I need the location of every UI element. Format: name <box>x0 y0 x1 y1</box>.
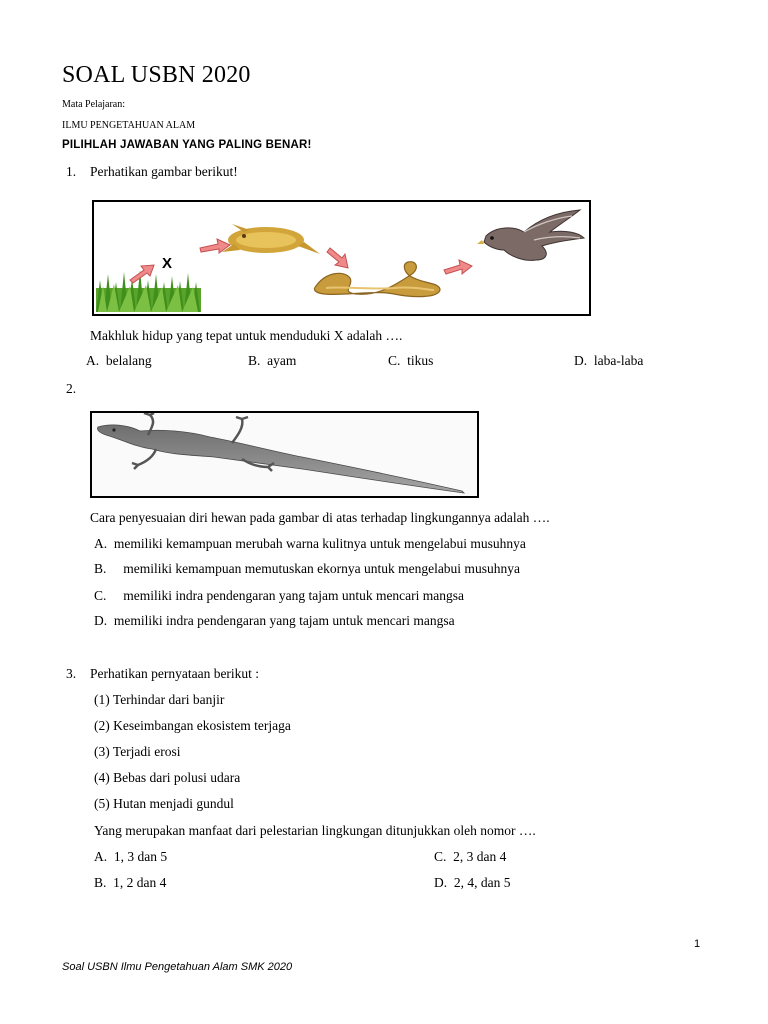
page-number: 1 <box>694 938 701 950</box>
option-letter: A. <box>86 353 100 368</box>
q3-statement-3 <box>94 744 181 760</box>
statement-text: Bebas dari polusi udara <box>113 770 241 785</box>
q2-number: 2. <box>66 381 77 396</box>
statement-number: (5) <box>94 796 110 811</box>
q3-number: 3. <box>66 666 77 681</box>
statement-text: Terhindar dari banjir <box>112 692 225 707</box>
option-text: memiliki indra pendengaran yang tajam untuk mencari mangsa <box>123 588 465 603</box>
q3-statement-1 <box>94 692 224 708</box>
gecko-image <box>92 413 477 496</box>
q2-question: Cara penyesuaian diri hewan pada gambar di atas terhadap lingkungannya adalah …. <box>90 510 550 525</box>
option-letter: C. <box>434 849 447 864</box>
option-letter: B. <box>94 875 107 890</box>
q2-option-d[interactable] <box>94 613 455 629</box>
statement-text: Terjadi erosi <box>112 744 181 759</box>
option-letter: C. <box>388 353 401 368</box>
q1-option-a[interactable] <box>86 353 152 369</box>
statement-number: (2) <box>94 718 110 733</box>
q3-option-a[interactable] <box>94 849 167 865</box>
page-title: SOAL USBN 2020 <box>62 62 251 88</box>
option-text: memiliki kemampuan merubah warna kulitnya untuk mengelabui musuhnya <box>113 536 526 551</box>
subject-name: ILMU PENGETAHUAN ALAM <box>62 120 196 131</box>
statement-number: (3) <box>94 744 110 759</box>
option-letter: A. <box>94 536 108 551</box>
option-letter: A. <box>94 849 108 864</box>
option-text: ayam <box>267 353 297 368</box>
statement-number: (4) <box>94 770 110 785</box>
option-letter: C. <box>94 588 107 603</box>
q2-option-b[interactable] <box>94 561 520 577</box>
option-letter: D. <box>94 613 108 628</box>
gecko-figure <box>90 411 479 498</box>
option-text: tikus <box>407 353 434 368</box>
q1-question: Makhluk hidup yang tepat untuk menduduki X adalah …. <box>90 328 403 343</box>
statement-text: Hutan menjadi gundul <box>113 796 234 811</box>
option-letter: B. <box>94 561 107 576</box>
option-letter: D. <box>574 353 588 368</box>
q3-option-c[interactable] <box>434 849 506 865</box>
option-letter: D. <box>434 875 448 890</box>
subject-label: Mata Pelajaran: <box>62 99 126 110</box>
statement-number: (1) <box>94 692 110 707</box>
option-text: memiliki kemampuan memutuskan ekornya untuk mengelabui musuhnya <box>123 561 520 576</box>
q3-option-b[interactable] <box>94 875 166 891</box>
grass-image <box>96 270 201 312</box>
q1-option-c[interactable] <box>388 353 433 369</box>
option-text: belalang <box>105 353 152 368</box>
option-text: memiliki indra pendengaran yang tajam untuk mencari mangsa <box>113 613 455 628</box>
q3-statement-5 <box>94 796 234 812</box>
q3-statement-2 <box>94 718 291 734</box>
instruction: PILIHLAH JAWABAN YANG PALING BENAR! <box>62 139 312 151</box>
statement-text: Keseimbangan ekosistem terjaga <box>113 718 291 733</box>
q3-statement-4 <box>94 770 240 786</box>
snake-image <box>314 262 440 297</box>
q1-option-d[interactable] <box>574 353 643 369</box>
arrow-icon <box>327 248 348 268</box>
q2-option-a[interactable] <box>94 536 526 552</box>
food-chain-illustration <box>94 202 589 314</box>
option-text: 2, 3 dan 4 <box>453 849 507 864</box>
frog-image <box>222 224 320 254</box>
q1-prompt: Perhatikan gambar berikut! <box>90 164 238 179</box>
footer-text: Soal USBN Ilmu Pengetahuan Alam SMK 2020 <box>62 961 293 973</box>
food-chain-figure <box>92 200 591 316</box>
q3-prompt: Perhatikan pernyataan berikut : <box>90 666 260 681</box>
option-text: laba-laba <box>593 353 644 368</box>
q3-option-d[interactable] <box>434 875 511 891</box>
option-text: 1, 3 dan 5 <box>113 849 168 864</box>
option-letter: B. <box>248 353 261 368</box>
option-text: 2, 4, dan 5 <box>453 875 511 890</box>
eagle-image <box>477 210 584 260</box>
q1-option-b[interactable] <box>248 353 296 369</box>
arrow-icon <box>130 265 154 283</box>
x-marker: X <box>162 255 173 272</box>
q3-question: Yang merupakan manfaat dari pelestarian lingkungan ditunjukkan oleh nomor …. <box>94 823 536 838</box>
q1-number: 1. <box>66 164 77 179</box>
arrow-icon <box>444 260 472 274</box>
option-text: 1, 2 dan 4 <box>113 875 167 890</box>
q2-option-c[interactable] <box>94 588 464 604</box>
